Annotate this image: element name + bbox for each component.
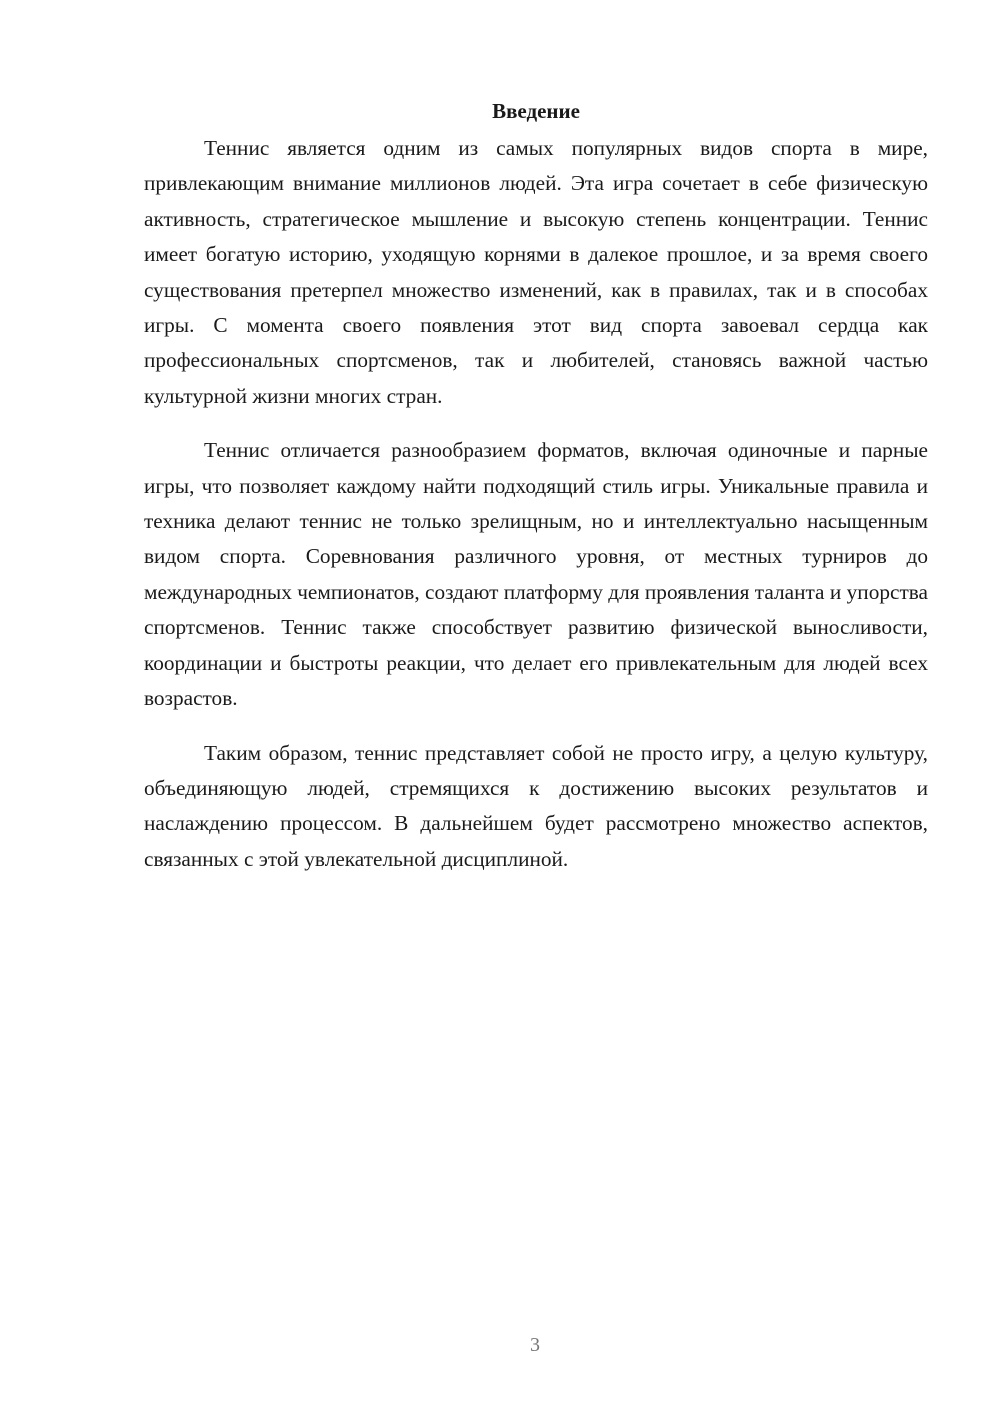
page-number: 3	[530, 1334, 540, 1356]
paragraph-1: Теннис является одним из самых популярных видов спорта в мире, привлекающим внимание миллионов людей. Эта игра сочетает в себе физическую активность, стратегическое мышление и высокую степень концентрации. Теннис имеет богатую историю, уходящую корнями в далекое прошлое, и за время своего существования претерпел множество изменений, как в правилах, так и в способах игры. С момента своего появления этот вид спорта завоевал сердца как профессиональных спортсменов, так и любителей, становясь важной частью культурной жизни многих стран.	[144, 136, 928, 408]
paragraph-2: Теннис отличается разнообразием форматов, включая одиночные и парные игры, что позволяет каждому найти подходящий стиль игры. Уникальные правила и техника делают теннис не только зрелищным, но и интеллектуально насыщенным видом спорта. Соревнования различного уровня, от местных турниров до международных чемпионатов, создают платформу для проявления таланта и упорства спортсменов. Теннис также способствует развитию физической выносливости, координации и быстроты реакции, что делает его привлекательным для людей всех возрастов.	[144, 438, 928, 711]
page-content	[144, 96, 928, 877]
paragraph-3: Таким образом, теннис представляет собой не просто игру, а целую культуру, объединяющую людей, стремящихся к достижению высоких результатов и наслаждению процессом. В дальнейшем будет рассмотрено множество аспектов, связанных с этой увлекательной дисциплиной.	[144, 740, 928, 871]
section-heading: Введение	[492, 99, 580, 123]
